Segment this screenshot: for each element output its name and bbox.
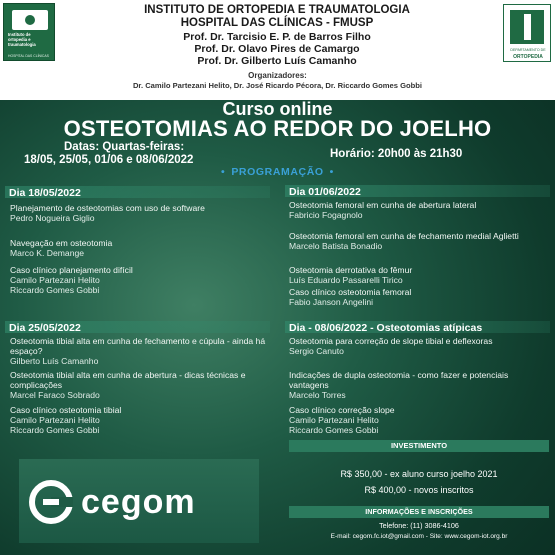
professor-2: Prof. Dr. Olavo Pires de Camargo <box>194 43 360 55</box>
course-title: OSTEOTOMIAS AO REDOR DO JOELHO <box>63 116 492 141</box>
day-3-title: Dia 25/05/2022 <box>5 321 270 333</box>
institute-logo-sub: HOSPITAL DAS CLÍNICAS <box>8 54 49 58</box>
day-1-item-1: Planejamento de osteotomias com uso de software Pedro Nogueira Giglio <box>10 203 205 223</box>
institute-logo-icon <box>12 10 48 30</box>
day-2-item-2: Osteotomia femoral em cunha de fechamento medial Aglietti Marcelo Batista Bonadio <box>289 231 519 251</box>
day-4-item-3: Caso clínico correção slope Camilo Partezani Helito Riccardo Gomes Gobbi <box>289 405 395 435</box>
cegom-logo-icon <box>29 480 73 524</box>
day-4-item-2: Indicações de dupla osteotomia - como fazer e potenciais vantagens Marcelo Torres <box>289 370 509 400</box>
institute-logo <box>3 3 55 61</box>
professor-3: Prof. Dr. Gilberto Luís Camanho <box>197 55 357 67</box>
day-3-item-3: Caso clínico osteotomia tibial Camilo Partezani Helito Riccardo Gomes Gobbi <box>10 405 122 435</box>
dates-label: Datas: Quartas-feiras: <box>64 141 185 153</box>
department-logo-line1: DEPARTAMENTO DE <box>510 48 546 52</box>
day-2-item-3: Osteotomia derrotativa do fêmur Luís Eduardo Passarelli Tirico <box>289 265 413 285</box>
professor-1: Prof. Dr. Tarcisio E. P. de Barros Filho <box>183 31 371 43</box>
day-2-title: Dia 01/06/2022 <box>285 185 550 197</box>
investment-price-2: R$ 400,00 - novos inscritos <box>364 485 474 495</box>
contact-email-site: E-mail: cegom.fc.iot@gmail.com - Site: www.cegom-iot.org.br <box>330 533 508 540</box>
day-2-item-4: Caso clínico osteotomia femoral Fabio Janson Angelini <box>289 287 412 307</box>
day-3-item-1: Osteotomia tibial alta em cunha de fechamento e cúpula - ainda há espaço? Gilberto Luís Camanho <box>10 336 266 366</box>
day-1-item-2: Navegação em osteotomia Marco K. Demange <box>10 238 113 258</box>
organizers-label: Organizadores: <box>248 71 307 80</box>
contact-phone: Telefone: (11) 3086-4106 <box>379 521 459 530</box>
dates-values: 18/05, 25/05, 01/06 e 08/06/2022 <box>24 154 194 166</box>
institute-title: INSTITUTO DE ORTOPEDIA E TRAUMATOLOGIA <box>144 4 410 16</box>
programacao-heading: • PROGRAMAÇÃO • <box>0 166 555 178</box>
time-text: Horário: 20h00 às 21h30 <box>330 148 463 160</box>
investment-price-1: R$ 350,00 - ex aluno curso joelho 2021 <box>340 469 498 479</box>
day-1-title: Dia 18/05/2022 <box>5 186 270 198</box>
department-logo-line2: ORTOPEDIA <box>513 54 543 60</box>
info-label: INFORMAÇÕES E INSCRIÇÕES <box>289 506 549 518</box>
course-type: Curso online <box>222 99 333 119</box>
hospital-title: HOSPITAL DAS CLÍNICAS - FMUSP <box>180 17 374 29</box>
day-3-item-2: Osteotomia tibial alta em cunha de abertura - dicas técnicas e complicações Marcel Faraco Sobrado <box>10 370 246 400</box>
department-logo <box>503 4 551 62</box>
investment-label: INVESTIMENTO <box>289 440 549 452</box>
department-logo-icon <box>510 10 544 44</box>
day-4-item-1: Osteotomia para correção de slope tibial e deflexoras Sergio Canuto <box>289 336 493 356</box>
cegom-logo-panel <box>19 459 259 543</box>
day-2-item-1: Osteotomia femoral em cunha de abertura lateral Fabricio Fogagnolo <box>289 200 477 220</box>
organizers-names: Dr. Camilo Partezani Helito, Dr. José Ricardo Pécora, Dr. Riccardo Gomes Gobbi <box>132 81 423 90</box>
day-4-title: Dia - 08/06/2022 - Osteotomias atípicas <box>285 321 550 333</box>
cegom-logo-text: cegom <box>81 483 196 521</box>
institute-logo-text: Instituto de ortopedia e traumatologia <box>8 32 36 47</box>
day-1-item-3: Caso clínico planejamento difícil Camilo Partezani Helito Riccardo Gomes Gobbi <box>10 265 133 295</box>
